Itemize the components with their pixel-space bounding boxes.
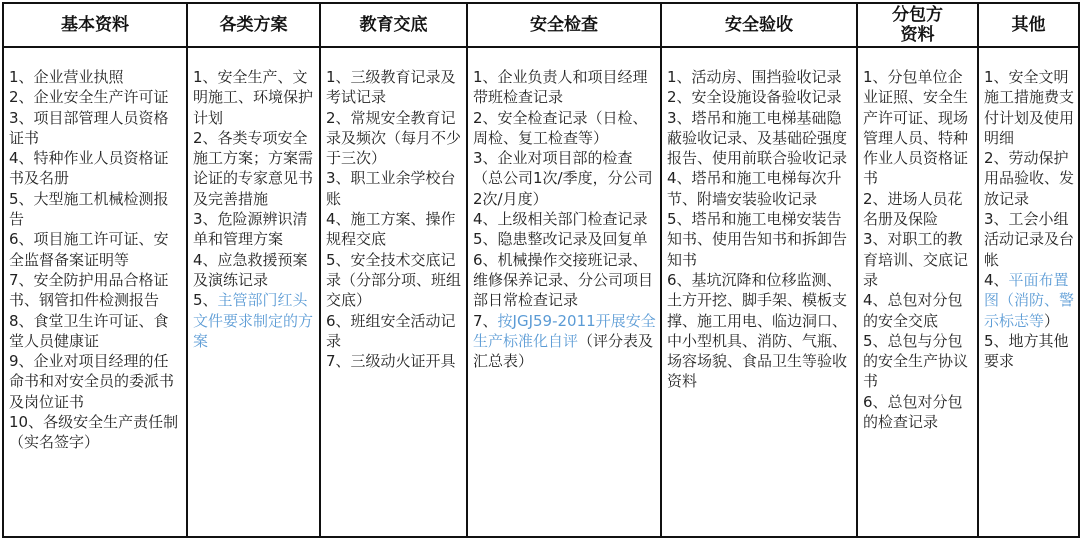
list-item [9,412,183,453]
item-number: 3、 [473,149,498,168]
cell-other [978,47,1079,537]
list-item [667,209,853,270]
item-number: 3、 [984,210,1009,229]
item-number: 2、 [193,128,218,147]
item-text: 地方其他要求 [984,331,1069,371]
item-text: 各级安全生产责任制（实名签字） [9,413,179,452]
item-text: 三级动火证开具 [350,352,456,371]
item-number: 7、 [326,352,351,371]
item-number: 3、 [9,108,34,127]
item-text: 施工方案、操作规程交底 [326,210,456,249]
item-text: 安全防护用品合格证书、钢管扣件检测报告 [9,270,169,310]
list-item [984,148,1075,209]
item-suffix-text: （评分表及汇总表） [473,331,654,371]
list-item [984,270,1075,331]
item-text: 总包对分包的检查记录 [863,392,963,432]
item-number: 5、 [9,189,34,208]
header-education-briefing: 教育交底 [320,3,467,47]
item-number: 5、 [667,210,692,229]
item-number: 3、 [667,108,692,127]
list-item [667,168,853,209]
item-suffix-text: ） [1044,311,1060,330]
item-text: 对职工的教育培训、交底记录 [863,230,969,289]
item-number: 4、 [473,210,498,229]
item-number: 7、 [473,311,498,330]
header-safety-inspection: 安全检查 [467,3,661,47]
list-item [326,108,463,169]
list-item [667,270,853,392]
item-text: 安全技术交底记录（分部分项、班组交底） [326,250,462,310]
item-text: 总包与分包的安全生产协议书 [863,331,969,391]
list-item [473,311,657,372]
item-text: 分包单位企业证照、安全生产许可证、现场管理人员、特种作业人员资格证书 [863,68,969,188]
list-item [9,108,183,149]
list-item [193,67,316,128]
list-item [863,392,974,433]
list-item [984,331,1075,372]
item-text: 企业对项目经理的任命书和对安全员的委派书及岗位证书 [9,352,175,411]
item-number: 6、 [473,250,498,269]
list-item [9,311,183,352]
item-number: 5、 [473,230,498,249]
list-item [863,189,974,230]
item-number: 6、 [326,311,351,330]
list-item [9,87,183,107]
item-number: 5、 [326,250,351,269]
item-text: 班组安全活动记录 [326,311,456,350]
item-number: 2、 [984,149,1009,168]
list-item [193,128,316,209]
item-text: 机械操作交接班记录、维修保养记录、分公司项目部日常检查记录 [473,250,654,310]
list-item [9,351,183,412]
item-text: 三级教育记录及考试记录 [326,68,456,107]
item-text: 工会小组活动记录及台帐 [984,210,1075,269]
item-number: 1、 [193,68,218,86]
item-number: 4、 [9,149,34,168]
content-row [3,47,1079,537]
list-item [473,67,657,108]
cell-safety-inspection [467,47,661,537]
item-number: 6、 [667,270,692,289]
list-item [193,290,316,351]
item-number: 6、 [863,392,888,411]
item-text: 总包对分包的安全交底 [863,291,963,330]
list-item [667,67,853,87]
highlighted-item-text: 平面布置图（消防、警示标志等 [984,270,1075,330]
list-item [193,209,316,250]
item-number: 1、 [863,68,888,86]
item-number: 4、 [193,250,218,269]
item-text: 企业负责人和项目经理带班检查记录 [473,68,648,107]
header-plans: 各类方案 [187,3,320,47]
cell-safety-acceptance [661,47,857,537]
item-text: 劳动保护用品验收、发放记录 [984,149,1075,208]
item-text: 企业安全生产许可证 [33,88,169,107]
item-number: 6、 [9,230,34,249]
item-text: 安全设施设备验收记录 [691,88,842,107]
item-number: 7、 [9,270,34,289]
item-text: 大型施工机械检测报告 [9,189,169,229]
list-item [984,67,1075,148]
item-number: 3、 [193,210,218,229]
document-sheet [2,2,1078,538]
item-number: 5、 [193,291,218,310]
item-number: 2、 [326,108,351,127]
cell-basic-info [3,47,187,537]
list-item [9,189,183,230]
highlighted-item-text: 主管部门红头文件要求制定的方案 [193,291,314,350]
item-text: 塔吊和施工电梯每次升节、附墙安装验收记录 [667,169,842,208]
list-item [326,209,463,250]
item-number: 9、 [9,352,34,371]
list-item [667,108,853,169]
list-item [473,108,657,149]
item-number: 4、 [667,169,692,188]
item-text: 职工业余学校台账 [326,169,456,208]
list-item [863,67,974,189]
list-item [473,209,657,229]
cell-plans [187,47,320,537]
item-text: 各类专项安全施工方案；方案需论证的专家意见书及完善措施 [193,128,314,208]
cell-subcontractor-docs [857,47,978,537]
list-item [326,351,463,371]
list-item [473,148,657,209]
item-text: 应急救援预案及演练记录 [193,250,308,289]
list-item [9,229,183,270]
item-number: 4、 [863,291,888,310]
list-item [326,67,463,108]
list-item [984,209,1075,270]
item-text: 常规安全教育记录及频次（每月不少于三次） [326,108,462,168]
list-item [193,250,316,291]
item-text: 食堂卫生许可证、食堂人员健康证 [9,311,169,350]
list-item [9,67,183,87]
item-text: 特种作业人员资格证书及名册 [9,149,169,188]
item-number: 1、 [667,68,692,86]
item-text: 安全生产、文明施工、环境保护计划 [193,68,314,127]
header-safety-acceptance: 安全验收 [661,3,857,47]
list-item [326,311,463,352]
item-text: 危险源辨识清单和管理方案 [193,210,308,249]
item-text: 项目施工许可证、安全监督备案证明等 [9,230,169,269]
item-text: 塔吊和施工电梯安装告知书、使用告知书和拆卸告知书 [667,210,848,269]
list-item [863,290,974,331]
list-item [326,168,463,209]
header-subcontractor-line2: 资料 [900,25,935,45]
item-number: 5、 [863,331,888,350]
item-text: 企业营业执照 [33,68,124,86]
list-item [9,148,183,189]
item-text: 进场人员花名册及保险 [863,189,963,229]
item-text: 项目部管理人员资格证书 [9,108,169,147]
cell-education-briefing [320,47,467,537]
list-item [473,250,657,311]
list-item [863,229,974,290]
header-other: 其他 [978,3,1079,47]
item-number: 2、 [863,189,888,208]
item-text: 企业对项目部的检查（总公司1次/季度，分公司2次/月度） [473,149,653,208]
item-number: 4、 [984,270,1009,289]
item-text: 塔吊和施工电梯基础隐蔽验收记录、及基础砼强度报告、使用前联合验收记录 [667,108,848,168]
list-item [667,87,853,107]
item-text: 上级相关部门检查记录 [497,210,648,229]
item-number: 1、 [9,68,34,86]
list-item [326,250,463,311]
header-row [3,3,1079,47]
list-item [863,331,974,392]
item-number: 2、 [9,88,34,107]
safety-documents-table [2,2,1080,538]
item-number: 2、 [667,88,692,107]
item-number: 1、 [326,68,351,86]
highlighted-item-text: 按JGJ59-2011开展安全生产标准化自评 [473,311,656,350]
header-basic-info: 基本资料 [3,3,187,47]
item-number: 5、 [984,331,1009,350]
item-text: 基坑沉降和位移监测、土方开挖、脚手架、模板支撑、施工用电、临边洞口、中小型机具、消防、气瓶、场容场貌、食品卫生等验收资料 [667,270,848,391]
header-subcontractor-docs [857,3,978,47]
item-number: 3、 [326,169,351,188]
item-number: 8、 [9,311,34,330]
item-number: 3、 [863,230,888,249]
item-text: 安全检查记录（日检、周检、复工检查等） [473,108,648,147]
list-item [473,229,657,249]
list-item [9,270,183,311]
header-subcontractor-line1: 分包方 [892,5,943,25]
item-number: 1、 [473,68,498,86]
item-number: 4、 [326,210,351,229]
item-text: 隐患整改记录及回复单 [497,230,648,249]
item-text: 安全文明施工措施费支付计划及使用明细 [984,68,1075,147]
item-number: 1、 [984,68,1009,86]
item-number: 2、 [473,108,498,127]
item-number: 10、 [9,413,44,432]
item-text: 活动房、围挡验收记录 [691,68,842,86]
